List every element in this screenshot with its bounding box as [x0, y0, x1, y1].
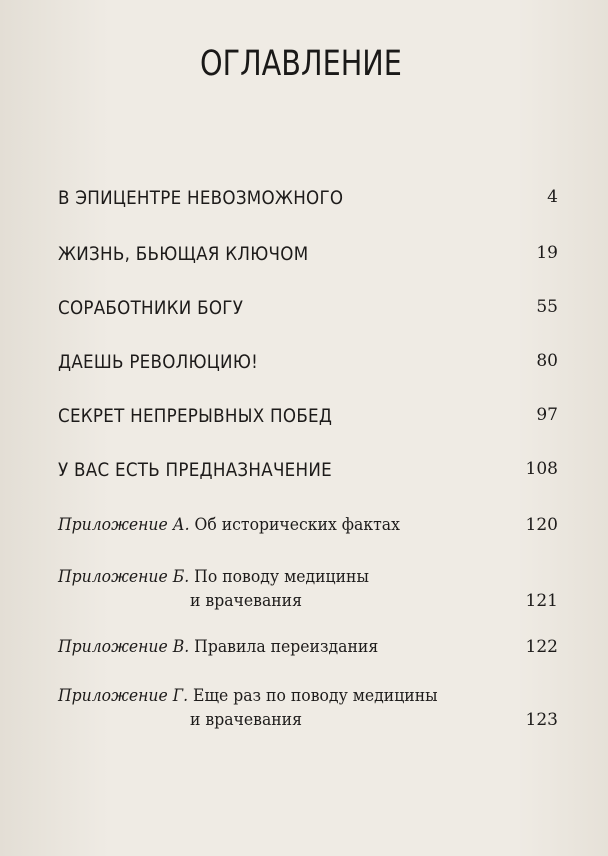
appendix-prefix: Приложение Г.	[58, 686, 189, 706]
appendix-title: По поводу медицины	[194, 567, 369, 587]
toc-entry-title: В ЭПИЦЕНТРЕ НЕВОЗМОЖНОГО	[58, 187, 344, 209]
toc-entry-title: СЕКРЕТ НЕПРЕРЫВНЫХ ПОБЕД	[58, 405, 333, 427]
appendix-prefix: Приложение Б.	[58, 567, 190, 587]
appendix-page: 122	[525, 637, 558, 657]
appendix-title-continued: и врачевания	[190, 710, 302, 730]
toc-entry-page: 4	[547, 187, 558, 207]
appendix-page: 120	[525, 515, 558, 535]
toc-entry-page: 55	[536, 297, 558, 317]
appendix-title: Об исторических фактах	[194, 515, 400, 535]
toc-entry-page: 108	[525, 459, 558, 479]
page-title: ОГЛАВЛЕНИЕ	[200, 44, 402, 84]
appendix-title: Правила переиздания	[194, 637, 379, 657]
toc-entry-page: 19	[536, 243, 558, 263]
appendix-page: 121	[525, 591, 558, 611]
toc-entry-page: 80	[536, 351, 558, 371]
toc-entry-title: ЖИЗНЬ, БЬЮЩАЯ КЛЮЧОМ	[58, 243, 309, 265]
toc-entry-title: СОРАБОТНИКИ БОГУ	[58, 297, 244, 319]
toc-entry-page: 97	[536, 405, 558, 425]
toc-entry-title: У ВАС ЕСТЬ ПРЕДНАЗНАЧЕНИЕ	[58, 459, 332, 481]
appendix-prefix: Приложение А.	[58, 515, 190, 535]
appendix-title-continued: и врачевания	[190, 591, 302, 611]
toc-entry-title: ДАЕШЬ РЕВОЛЮЦИЮ!	[58, 351, 259, 373]
appendix-title: Еще раз по поводу медицины	[193, 686, 438, 706]
appendix-prefix: Приложение В.	[58, 637, 190, 657]
appendix-page: 123	[525, 710, 558, 730]
